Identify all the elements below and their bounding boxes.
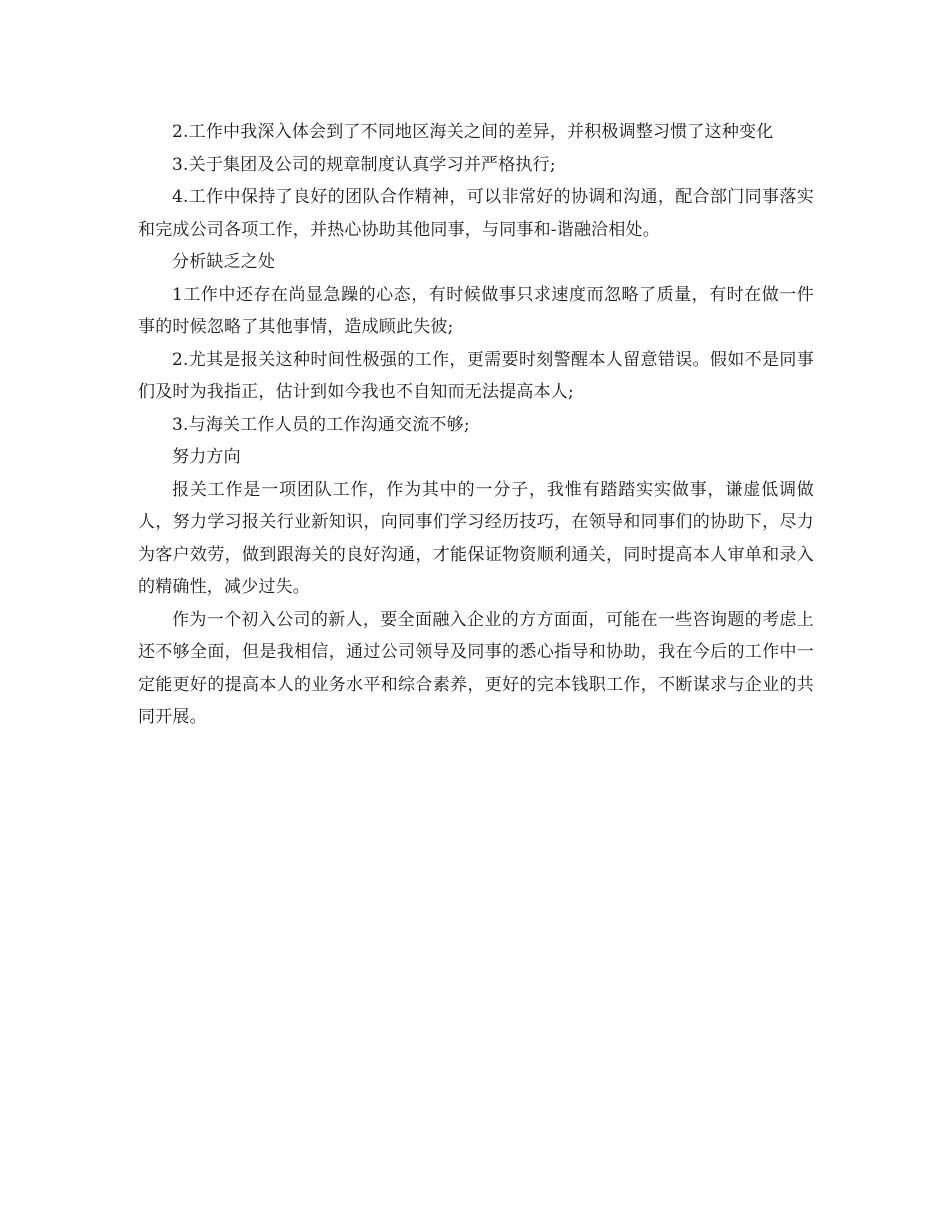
paragraph-shortcoming-2: 2.尤其是报关这种时间性极强的工作，更需要时刻警醒本人留意错误。假如不是同事们及时为我指正，估计到如今我也不自知而无法提高本人; (138, 349, 814, 402)
paragraph-item-2: 2.工作中我深入体会到了不同地区海关之间的差异，并积极调整习惯了这种变化 (172, 122, 774, 142)
paragraph-direction-1: 报关工作是一项团队工作，作为其中的一分子，我惟有踏踏实实做事，谦虚低调做人，努力学习报关行业新知识，向同事们学习经历技巧，在领导和同事们的协助下，尽力为客户效劳，做到跟海关的良好沟通，才能保证物资顺利通关，同时提高本人审单和录入的精确性，减少过失。 (138, 479, 814, 597)
paragraph-item-4: 4.工作中保持了良好的团队合作精神，可以非常好的协调和沟通，配合部门同事落实和完成公司各项工作，并热心协助其他同事，与同事和-谐融洽相处。 (138, 187, 814, 240)
paragraph-item-3: 3.关于集团及公司的规章制度认真学习并严格执行; (172, 154, 556, 175)
paragraph-direction-2: 作为一个初入公司的新人，要全面融入企业的方方面面，可能在一些咨询题的考虑上还不够全面，但是我相信，通过公司领导及同事的悉心指导和协助，我在今后的工作中一定能更好的提高本人的业务水平和综合素养，更好的完本钱职工作，不断谋求与企业的共同开展。 (138, 609, 814, 727)
section-heading-shortcomings: 分析缺乏之处 (172, 252, 276, 272)
paragraph-shortcoming-3: 3.与海关工作人员的工作沟通交流不够; (172, 414, 470, 435)
section-heading-direction: 努力方向 (172, 447, 241, 467)
paragraph-shortcoming-1: 1工作中还存在尚显急躁的心态，有时候做事只求速度而忽略了质量，有时在做一件事的时候忽略了其他事情，造成顾此失彼; (138, 284, 814, 337)
document-body (138, 116, 814, 734)
